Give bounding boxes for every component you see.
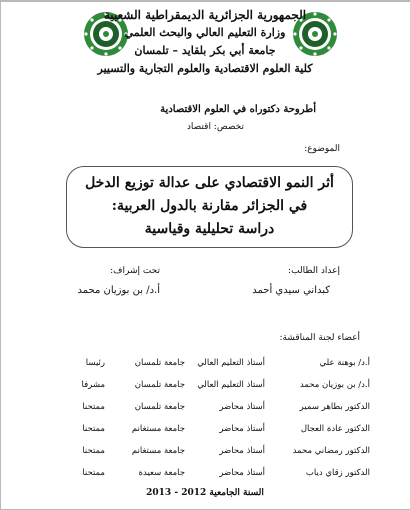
jury-member-name: الدكتور رمضاني محمد (292, 446, 370, 456)
thesis-title-line-3: دراسة تحليلية وقياسية (144, 221, 275, 237)
jury-row (50, 468, 370, 490)
supervisor-name: أ.د/ بن بوزيان محمد (77, 285, 160, 296)
jury-member-role: ممتحنا (82, 402, 105, 412)
jury-member-rank: أستاذ محاضر (219, 446, 265, 456)
jury-member-university: جامعة سعيدة (138, 468, 185, 478)
jury-member-role: ممتحنا (82, 468, 105, 478)
jury-member-rank: أستاذ محاضر (219, 424, 265, 434)
jury-member-role: رئيسا (85, 358, 105, 368)
jury-member-rank: أستاذ التعليم العالي (197, 358, 265, 368)
jury-row (50, 424, 370, 446)
ministry-name: وزارة التعليم العالي والبحث العلمي (124, 26, 286, 39)
jury-member-university: جامعة مستغانم (131, 424, 185, 434)
page-border-left (0, 0, 1, 510)
jury-row (50, 402, 370, 424)
thesis-type: أطروحة دكتوراه في العلوم الاقتصادية (160, 104, 316, 115)
supervisor-label: تحت إشراف: (110, 266, 160, 276)
jury-member-name: الدكتور عادة العجال (300, 424, 370, 434)
jury-member-rank: أستاذ التعليم العالي (197, 380, 265, 390)
jury-member-role: ممتحنا (82, 446, 105, 456)
jury-member-name: الدكتور بطاهر سمير (299, 402, 370, 412)
jury-member-university: جامعة تلمسان (134, 358, 185, 368)
specialty: تخصص: اقتصاد (186, 122, 244, 132)
jury-row (50, 446, 370, 468)
subject-label: الموضوع: (304, 144, 340, 154)
jury-member-role: مشرفا (81, 380, 105, 390)
jury-member-name: الدكتور زقاي دياب (305, 468, 370, 478)
jury-member-rank: أستاذ محاضر (219, 468, 265, 478)
thesis-title-box (66, 166, 353, 248)
thesis-title-line-1: أثر النمو الاقتصادي على عدالة توزيع الدخل (85, 175, 334, 191)
jury-label: أعضاء لجنة المناقشة: (279, 333, 360, 343)
page-border-top (0, 0, 410, 2)
jury-member-name: أ.د/ بن بوزيان محمد (299, 380, 370, 390)
jury-member-university: جامعة تلمسان (134, 380, 185, 390)
jury-table (50, 358, 370, 490)
republic-name: الجمهورية الجزائرية الديمقراطية الشعبية (103, 8, 307, 22)
jury-row (50, 358, 370, 380)
student-label: إعداد الطالب: (288, 266, 340, 276)
thesis-title-line-2: في الجزائر مقارنة بالدول العربية: (111, 198, 308, 214)
jury-member-university: جامعة تلمسان (134, 402, 185, 412)
jury-member-name: أ.د/ بوهنة علي (319, 358, 370, 368)
faculty-name: كلية العلوم الاقتصادية والعلوم التجارية والتسيير (97, 62, 313, 75)
academic-year: السنة الجامعية 2012 - 2013 (146, 488, 264, 498)
jury-member-university: جامعة مستغانم (131, 446, 185, 456)
jury-row (50, 380, 370, 402)
jury-member-rank: أستاذ محاضر (219, 402, 265, 412)
student-name: كبداني سيدي أحمد (252, 285, 330, 296)
institution-header (75, 6, 335, 78)
jury-member-role: ممتحنا (82, 424, 105, 434)
university-name: جامعة أبي بكر بلقايد – تلمسان (134, 44, 276, 57)
